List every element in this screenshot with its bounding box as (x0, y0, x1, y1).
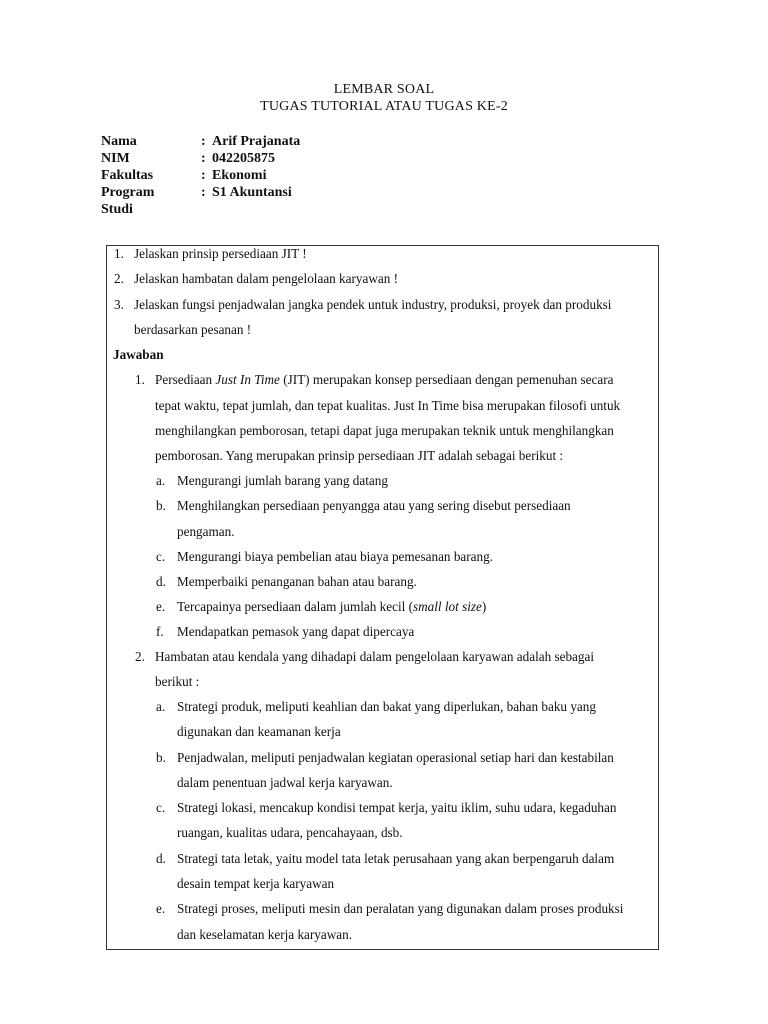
list-item-continuation: dalam penentuan jadwal kerja karyawan. (177, 775, 393, 790)
list-marker: a. (156, 699, 166, 714)
answer-1-line-1 (155, 372, 653, 388)
list-item: Penjadwalan, meliputi penjadwalan kegiatan operasional setiap hari dan kestabilan (177, 750, 614, 765)
list-item: Strategi produk, meliputi keahlian dan bakat yang diperlukan, bahan baku yang (177, 699, 596, 714)
list-item: Strategi lokasi, mencakup kondisi tempat kerja, yaitu iklim, suhu udara, kegaduhan (177, 800, 617, 815)
question-2: Jelaskan hambatan dalam pengelolaan karyawan ! (134, 271, 399, 286)
question-1: Jelaskan prinsip persediaan JIT ! (134, 246, 307, 261)
list-item-text: Tercapainya persediaan dalam jumlah kecil ( (177, 599, 413, 614)
question-3-line-2: berdasarkan pesanan ! (134, 322, 252, 337)
answer-number: 1. (135, 372, 145, 387)
answer-1-line-2: tepat waktu, tepat jumlah, dan tepat kualitas. Just In Time bisa merupakan filosofi untuk (155, 398, 621, 413)
list-marker: d. (156, 574, 166, 589)
question-number: 2. (114, 271, 124, 286)
list-marker: b. (156, 498, 166, 513)
list-marker: a. (156, 473, 166, 488)
list-item: Memperbaiki penanganan bahan atau barang. (177, 574, 417, 589)
answer-text: Persediaan (155, 372, 216, 387)
answer-italic-term: Just In Time (215, 372, 280, 387)
question-3-line-1 (134, 297, 652, 313)
list-item: Strategi tata letak, yaitu model tata letak perusahaan yang akan berpengaruh dalam (177, 851, 615, 866)
list-item: Mengurangi jumlah barang yang datang (177, 473, 388, 488)
question-answer-box (106, 245, 659, 950)
list-marker: c. (156, 800, 166, 815)
list-item-continuation: digunakan dan keamanan kerja (177, 724, 341, 739)
identity-value: 042205875 (212, 151, 275, 166)
answer-1-line-3: menghilangkan pemborosan, tetapi dapat juga merupakan teknik untuk menghilangkan (155, 423, 614, 438)
document-subtitle: TUGAS TUTORIAL ATAU TUGAS KE-2 (260, 99, 508, 114)
list-item: Mendapatkan pemasok yang dapat dipercaya (177, 624, 415, 639)
list-item-italic-term: small lot size (412, 599, 482, 614)
list-item-continuation: ruangan, kualitas udara, pencahayaan, dsb. (177, 825, 403, 840)
identity-colon: : (201, 168, 206, 183)
identity-colon: : (201, 151, 206, 166)
list-item: Mengurangi biaya pembelian atau biaya pemesanan barang. (177, 549, 494, 564)
list-item: Menghilangkan persediaan penyangga atau yang sering disebut persediaan (177, 498, 571, 513)
identity-value: Ekonomi (212, 168, 267, 183)
identity-label: NIM (101, 151, 130, 166)
answer-2-line-2: berikut : (155, 674, 200, 689)
identity-value: S1 Akuntansi (212, 185, 292, 200)
answer-text: (JIT) merupakan konsep persediaan dengan pemenuhan secara (279, 372, 614, 387)
list-item-continuation: pengaman. (177, 524, 235, 539)
list-item-continuation: desain tempat kerja karyawan (177, 876, 335, 891)
list-marker: e. (156, 599, 166, 614)
identity-colon: : (201, 185, 206, 200)
list-item-text: ) (481, 599, 487, 614)
answer-number: 2. (135, 649, 145, 664)
identity-label: Nama (101, 134, 137, 149)
answer-2-line-1: Hambatan atau kendala yang dihadapi dalam pengelolaan karyawan adalah sebagai (155, 649, 595, 664)
identity-value: Arif Prajanata (212, 134, 301, 149)
list-marker: d. (156, 851, 166, 866)
list-marker: f. (156, 624, 164, 639)
list-item (177, 599, 486, 615)
list-item: Strategi proses, meliputi mesin dan peralatan yang digunakan dalam proses produksi (177, 901, 624, 916)
answer-1-line-4: pemborosan. Yang merupakan prinsip persediaan JIT adalah sebagai berikut : (155, 448, 564, 463)
list-marker: e. (156, 901, 166, 916)
identity-label: Program Studi (101, 185, 155, 217)
document-title: LEMBAR SOAL (333, 82, 435, 97)
list-marker: c. (156, 549, 166, 564)
question-number: 3. (114, 297, 124, 312)
answers-heading: Jawaban (113, 347, 164, 362)
list-marker: b. (156, 750, 166, 765)
identity-colon: : (201, 134, 206, 149)
question-3-text: Jelaskan fungsi penjadwalan jangka pendek untuk industry, produksi, proyek dan produksi (134, 297, 612, 312)
identity-label: Fakultas (101, 168, 154, 183)
question-number: 1. (114, 246, 124, 261)
list-item-continuation: dan keselamatan kerja karyawan. (177, 927, 353, 942)
